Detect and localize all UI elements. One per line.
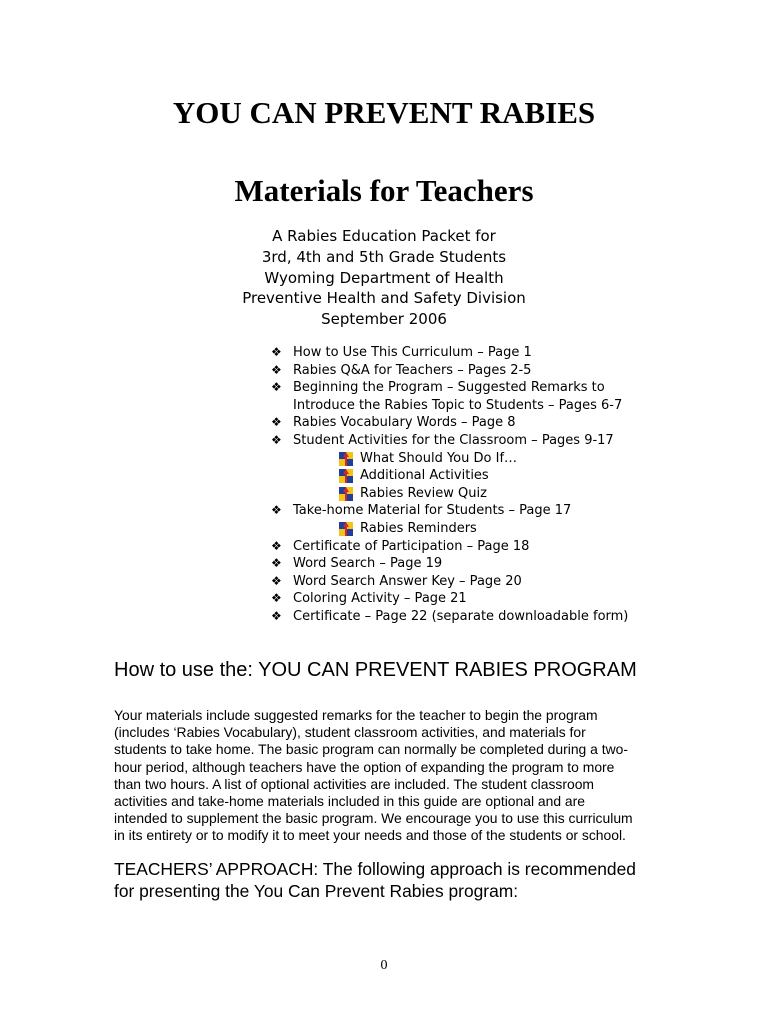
toc-item-text: How to Use This Curriculum – Page 1 [293,345,532,360]
toc-subitem [271,450,741,468]
compass-arrow-icon [339,452,353,466]
toc-item-text: Coloring Activity – Page 21 [293,591,467,607]
toc-subitem-text: What Should You Do If… [360,450,518,466]
toc-item [271,502,741,520]
toc-item [271,573,741,591]
packet-info-line: September 2006 [321,310,447,329]
toc-item [271,414,741,432]
paragraph-line: intended to supplement the basic program. We encourage you to use this curriculum [114,810,633,827]
packet-info [0,226,768,330]
toc-item-text: Certificate of Participation – Page 18 [293,538,530,554]
paragraph-line: hour period, although teachers have the option of expanding the program to more [114,758,615,775]
toc-item-text: Beginning the Program – Suggested Remarks to [293,380,605,396]
toc-item-text: Certificate – Page 22 (separate downloadable form) [293,608,629,624]
toc-item-text: Rabies Q&A for Teachers – Pages 2-5 [293,362,532,378]
paragraph-line: (includes ‘Rabies Vocabulary), student classroom activities, and materials for [114,724,586,741]
compass-arrow-icon [339,469,353,483]
diamond-bullet-icon: ❖ [271,538,282,553]
toc-item-text: Take-home Material for Students – Page 17 [293,503,572,519]
paragraph-line: in its entirety or to modify it to meet your needs and those of the students or school. [114,827,626,844]
toc-item [271,608,741,626]
toc-item-text: Word Search Answer Key – Page 20 [293,573,522,589]
approach-line: for presenting the You Can Prevent Rabies program: [114,881,519,901]
toc-subitem [271,485,741,503]
diamond-bullet-icon: ❖ [271,415,282,430]
paragraph-line: activities and take-home materials included in this guide are optional and are [114,793,586,810]
toc-subitem-text: Rabies Review Quiz [360,485,487,501]
teachers-approach [114,858,674,902]
table-of-contents [271,344,741,626]
diamond-bullet-icon: ❖ [271,380,282,395]
document-title: YOU CAN PREVENT RABIES [172,95,596,130]
toc-item [271,362,741,380]
diamond-bullet-icon: ❖ [271,556,282,571]
diamond-bullet-icon: ❖ [271,608,282,623]
diamond-bullet-icon: ❖ [271,432,282,447]
toc-item [271,379,741,397]
toc-item [271,432,741,450]
toc-item [271,555,741,573]
document-subtitle: Materials for Teachers [234,173,534,208]
toc-item [271,344,741,362]
page-number: 0 [380,958,388,973]
paragraph-line: than two hours. A list of optional activities are included. The student classroom [114,775,595,792]
packet-info-line: 3rd, 4th and 5th Grade Students [261,247,507,266]
compass-arrow-icon [339,522,353,536]
toc-item-continuation [271,397,741,415]
approach-line: TEACHERS’ APPROACH: The following approach is recommended [114,859,636,879]
paragraph-line: students to take home. The basic program can normally be completed during a two- [114,741,628,758]
intro-paragraph [114,707,674,845]
diamond-bullet-icon: ❖ [271,573,282,588]
diamond-bullet-icon: ❖ [271,503,282,518]
diamond-bullet-icon: ❖ [271,345,282,359]
toc-item-text: Rabies Vocabulary Words – Page 8 [293,415,516,431]
packet-info-line: Preventive Health and Safety Division [242,289,526,308]
toc-item [271,538,741,556]
toc-subitem-text: Additional Activities [360,468,489,484]
packet-info-line: Wyoming Department of Health [264,268,504,287]
paragraph-line: Your materials include suggested remarks for the teacher to begin the program [114,707,598,723]
diamond-bullet-icon: ❖ [271,591,282,606]
toc-subitem [271,467,741,485]
toc-item-text: Student Activities for the Classroom – Pages 9-17 [293,432,614,448]
packet-info-line: A Rabies Education Packet for [272,227,496,245]
toc-subitem [271,520,741,538]
section-heading: How to use the: YOU CAN PREVENT RABIES PROGRAM [114,659,637,681]
toc-subitem-text: Rabies Reminders [360,520,477,536]
compass-arrow-icon [339,487,353,501]
toc-item [271,590,741,608]
diamond-bullet-icon: ❖ [271,362,282,377]
toc-item-text: Word Search – Page 19 [293,556,443,572]
toc-item-text: Introduce the Rabies Topic to Students – Pages 6-7 [293,397,623,413]
